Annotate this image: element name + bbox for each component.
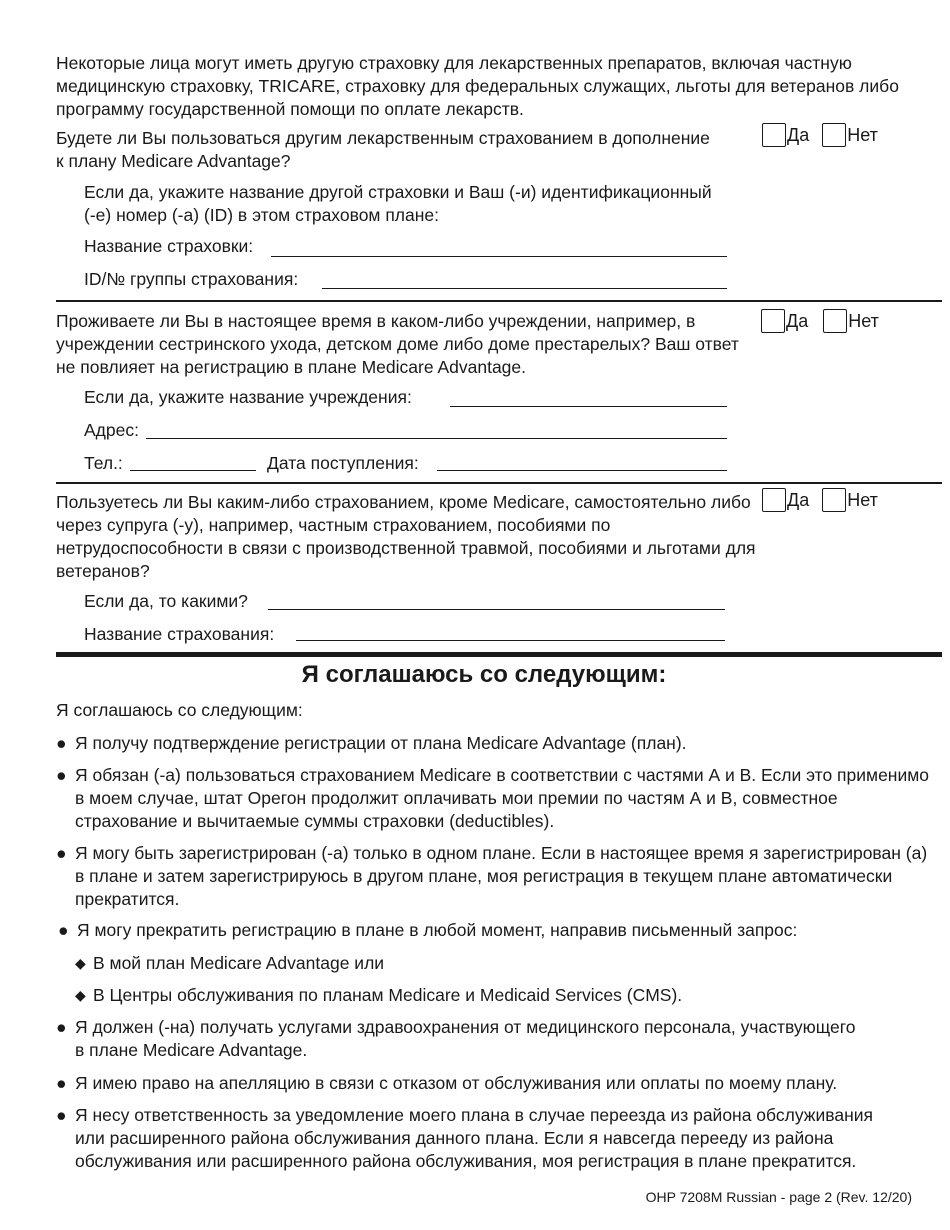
agreement-item-text: Я обязан (-а) пользоваться страхованием Medicare в соответствии с частями А и В. Если это применимо в моем случае, штат Орегон продолжит оплачивать мои премии по частям А и В, совместное страхование и вычитаемые суммы страховки (deductibles). bbox=[75, 765, 930, 831]
agreement-item-text: Я должен (-на) получать услугами здравоохранения от медицинского персонала, участвующего в плане Medicare Advantage. bbox=[75, 1017, 856, 1060]
q2-yes-checkbox[interactable] bbox=[761, 309, 785, 333]
q3-yes-checkbox[interactable] bbox=[762, 488, 786, 512]
q1-group-id-label: ID/№ группы страхования: bbox=[84, 269, 299, 289]
agreement-intro: Я соглашаюсь со следующим: bbox=[56, 700, 303, 720]
agreement-item bbox=[58, 919, 938, 942]
bullet-icon: ● bbox=[56, 843, 67, 863]
q2-no-checkbox[interactable] bbox=[823, 309, 847, 333]
bullet-icon: ● bbox=[56, 1017, 67, 1037]
agreement-subitem-text: В Центры обслуживания по планам Medicare и Medicaid Services (CMS). bbox=[93, 985, 683, 1005]
page-footer: OHP 7208M Russian - page 2 (Rev. 12/20) bbox=[645, 1189, 912, 1205]
q2-answer-group bbox=[761, 309, 879, 333]
bullet-icon: ● bbox=[56, 733, 67, 753]
q2-phone-field[interactable] bbox=[130, 470, 256, 471]
agreement-heading: Я соглашаюсь со следующим: bbox=[301, 661, 667, 688]
q3-insurance-name-label: Название страхования: bbox=[84, 624, 275, 644]
bullet-icon: ● bbox=[58, 920, 69, 940]
q3-no-checkbox[interactable] bbox=[822, 488, 846, 512]
q2-facility-field[interactable] bbox=[450, 406, 727, 407]
q3-insurance-name-field[interactable] bbox=[296, 640, 725, 641]
q1-insurance-name-label: Название страховки: bbox=[84, 236, 254, 256]
agreement-item bbox=[56, 1104, 886, 1173]
section-divider bbox=[56, 300, 942, 302]
q1-no-label: Нет bbox=[847, 124, 878, 145]
bullet-icon: ● bbox=[56, 765, 67, 785]
question-institution: Проживаете ли Вы в настоящее время в каком-либо учреждении, например, в учреждении сестринского ухода, детском доме либо доме престарелых? Ваш ответ не повлияет на регистрацию в плане Medicare Advantage. bbox=[56, 311, 739, 377]
agreement-item-text: Я получу подтверждение регистрации от плана Medicare Advantage (план). bbox=[75, 733, 687, 753]
q1-if-yes-text: Если да, укажите название другой страховки и Ваш (-и) идентификационный (-е) номер (-а) (ID) в этом страховом плане: bbox=[84, 182, 712, 225]
agreement-item-text: Я несу ответственность за уведомление моего плана в случае переезда из района обслуживания или расширенного района обслуживания данного плана. Если я навсегда перееду из района обслуживания или расширенного района обслуживания, моя регистрация в плане прекратится. bbox=[75, 1105, 874, 1171]
q2-phone-label: Тел.: bbox=[84, 453, 123, 473]
q1-insurance-name-field[interactable] bbox=[271, 256, 727, 257]
section-divider-thick bbox=[56, 652, 942, 657]
intro-text: Некоторые лица могут иметь другую страховку для лекарственных препаратов, включая частную медицинскую страховку, TRICARE, страховку для федеральных служащих, льготы для ветеранов либо программу государственной помощи по оплате лекарств. bbox=[56, 53, 899, 119]
agreement-item bbox=[56, 1016, 856, 1062]
q1-no-checkbox[interactable] bbox=[822, 123, 846, 147]
agreement-subitem-text: В мой план Medicare Advantage или bbox=[93, 953, 385, 973]
agreement-item bbox=[56, 732, 936, 755]
q2-date-field[interactable] bbox=[437, 470, 727, 471]
agreement-subitem bbox=[75, 952, 384, 975]
section-divider bbox=[56, 482, 942, 484]
question-other-drug-coverage: Будете ли Вы пользоваться другим лекарственным страхованием в дополнение к плану Medicare Advantage? bbox=[56, 128, 710, 171]
diamond-icon: ◆ bbox=[75, 955, 86, 971]
diamond-icon: ◆ bbox=[75, 987, 86, 1003]
agreement-item-text: Я имею право на апелляцию в связи с отказом от обслуживания или оплаты по моему плану. bbox=[75, 1073, 838, 1093]
q3-which-label: Если да, то какими? bbox=[84, 591, 248, 611]
agreement-subitem bbox=[75, 984, 682, 1007]
agreement-item bbox=[56, 764, 936, 833]
q3-answer-group bbox=[762, 488, 878, 512]
question-other-insurance: Пользуетесь ли Вы каким-либо страхованием, кроме Medicare, самостоятельно либо через супруга (-у), например, частным страхованием, пособиями по нетрудоспособности в связи с производственной травмой, пособиями и льготами для ветеранов? bbox=[56, 492, 756, 581]
q1-yes-checkbox[interactable] bbox=[762, 123, 786, 147]
q1-group-id-field[interactable] bbox=[322, 288, 727, 289]
q2-yes-label: Да bbox=[786, 310, 809, 331]
q1-yes-label: Да bbox=[787, 124, 810, 145]
q2-address-label: Адрес: bbox=[84, 420, 139, 440]
q2-no-label: Нет bbox=[848, 310, 879, 331]
agreement-item-text: Я могу быть зарегистрирован (-а) только в одном плане. Если в настоящее время я зарегистрирован (а) в плане и затем зарегистрируюсь в другом плане, моя регистрация в текущем плане автоматически прекратится. bbox=[75, 843, 928, 909]
q3-which-field[interactable] bbox=[268, 609, 725, 610]
q3-yes-label: Да bbox=[787, 489, 810, 510]
q3-no-label: Нет bbox=[847, 489, 878, 510]
q1-answer-group bbox=[762, 123, 878, 147]
agreement-item-text: Я могу прекратить регистрацию в плане в любой момент, направив письменный запрос: bbox=[77, 920, 798, 940]
q2-date-label: Дата поступления: bbox=[267, 453, 419, 473]
q2-facility-label: Если да, укажите название учреждения: bbox=[84, 387, 412, 407]
q2-address-field[interactable] bbox=[146, 438, 727, 439]
bullet-icon: ● bbox=[56, 1105, 67, 1125]
agreement-item bbox=[56, 842, 936, 911]
bullet-icon: ● bbox=[56, 1073, 67, 1093]
agreement-item bbox=[56, 1072, 936, 1095]
